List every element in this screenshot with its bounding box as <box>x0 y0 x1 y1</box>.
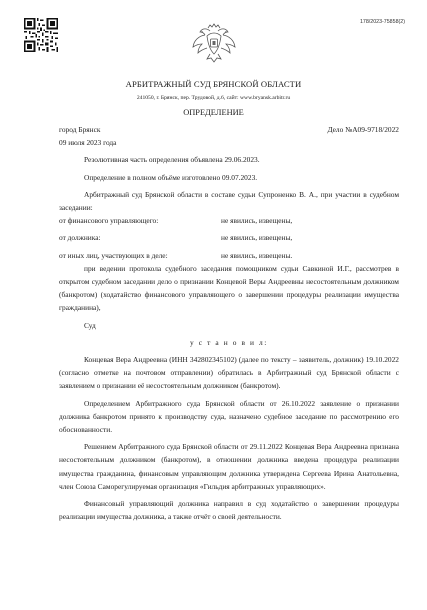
court-address: 241050, г. Брянск, пер. Трудовой, д.6, сайт: www.bryansk.arbitr.ru <box>136 95 291 101</box>
party-label: от финансового управляющего: <box>59 216 159 226</box>
coat-of-arms-icon <box>191 22 237 66</box>
paragraph-petition: Финансовый управляющий должника направил в суд ходатайство о завершении процедуры реализации имущества должника, а также отчёт о своей деятельности. <box>59 499 399 522</box>
qr-code-icon <box>24 18 58 52</box>
case-number: Дело №А09-9718/2022 <box>327 125 399 134</box>
paragraph-acceptance: Определением Арбитражного суда Брянской области от 26.10.2022 заявление о признании должника банкротом принято к производству суда, назначено судебное заседание по рассмотрению его обоснованности. <box>59 398 399 435</box>
party-row <box>59 231 399 244</box>
party-label: от должника: <box>59 233 101 243</box>
court-name: АРБИТРАЖНЫЙ СУД БРЯНСКОЙ ОБЛАСТИ <box>125 79 302 89</box>
paragraph-application: Концевая Вера Андреевна (ИНН 342802345102) (далее по тексту – заявитель, должник) 19.10.2022 (согласно отметке на почтовом отправлении) обратилась в Арбитражный суд Брянской области с заявлением о признании её несостоятельным должником (банкротом). <box>59 355 399 391</box>
meta-row <box>59 123 399 136</box>
full-text-made: Определение в полном объёме изготовлено 09.07.2023. <box>84 172 258 182</box>
document-title: ОПРЕДЕЛЕНИЕ <box>183 108 244 117</box>
document-body <box>59 123 399 523</box>
court-label: Суд <box>84 320 96 330</box>
party-row <box>59 214 399 227</box>
paragraph-decision: Решением Арбитражного суда Брянской области от 29.11.2022 Концевая Вера Андреевна признана несостоятельным должником (банкротом), в отношении должника введена процедура реализации имущества гражданина, финансовым управляющим должника утверждена Сергеева Ирина Анатольевна, член Союза Саморегулируемая организация «Гильдия арбитражных управляющих». <box>59 442 399 491</box>
court-composition: Арбитражный суд Брянской области в составе судьи Супроненко В. А., при участии в судебном заседании: <box>59 189 399 213</box>
party-label: от иных лиц, участвующих в деле: <box>59 250 168 260</box>
protocol-paragraph: при ведении протокола судебного заседания помощником судьи Савкиной И.Г., рассмотрев в открытом судебном заседании дело о признании Концевой Веры Андреевны несостоятельным должником (банкротом) (ходатайство финансового управляющего о завершении процедуры реализации имущества гражданина), <box>59 263 399 313</box>
party-status: не явились, извещены, <box>221 233 293 243</box>
party-status: не явились, извещены. <box>221 250 293 260</box>
party-status: не явились, извещены, <box>221 216 293 226</box>
party-row <box>59 249 399 262</box>
document-reference-number: 178/2023-75858(2) <box>359 19 405 25</box>
city: город Брянск <box>59 125 101 134</box>
established-heading: у с т а н о в и л: <box>190 337 268 347</box>
document-date: 09 июля 2023 года <box>59 138 117 148</box>
resolution-announced: Резолютивная часть определения объявлена 29.06.2023. <box>84 155 260 165</box>
